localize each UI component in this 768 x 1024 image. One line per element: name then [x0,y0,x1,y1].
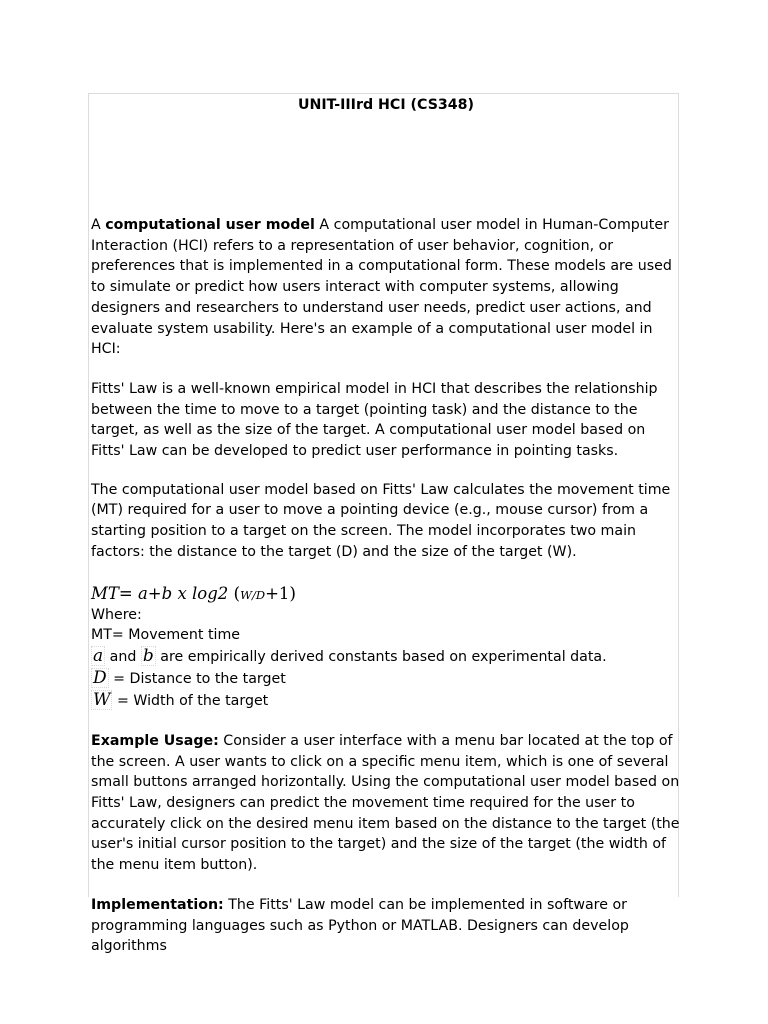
paragraph-model-description: The computational user model based on Fitts' Law calculates the movement time (MT) required for a user to move a pointing device (e.g., mouse cursor) from a starting position to a target on the screen. The model incorporates two main factors: the distance to the target (D) and the size of the target (W). [91,481,671,560]
def-ab-text: are empirically derived constants based on experimental data. [155,648,607,665]
paragraph-implementation [91,895,681,957]
implementation-label: Implementation: [91,896,224,913]
document-title: UNIT-IIIrd HCI (CS348) [297,97,475,113]
intro-rest: A computational user model in Human-Computer Interaction (HCI) refers to a representation of user behavior, cognition, or preferences that is implemented in a computational form. These models are used to simulate or predict how users interact with computer systems, allowing designers and researchers to understand user needs, predict user actions, and evaluate system usability. Here's an example of a computational user model in HCI: [91,217,672,358]
intro-bold-term: computational user model [105,217,315,233]
paragraph-fitts-law: Fitts' Law is a well-known empirical model in HCI that describes the relationship between the time to move to a target (pointing task) and the distance to the target, as well as the size of the target. A computational user model based on Fitts' Law can be developed to predict user performance in pointing tasks. [91,380,658,460]
implementation-text: The Fitts' Law model can be implemented in software or programming languages such as Python or MATLAB. Designers can develop algorithms [91,896,629,955]
intro-lead: A [91,217,106,233]
fitts-formula [91,583,681,605]
formula-lhs: MT= a+b x log2 [91,583,234,603]
example-text: Consider a user interface with a menu bar located at the top of the screen. A user wants to click on a specific menu item, which is one of several small buttons arranged horizontally. Using the computational user model based on Fitts' Law, designers can predict the movement time required for the user to accurately click on the desired menu item based on the distance to the target (the user's initial cursor position to the target) and the size of the target (the width of the menu item button). [91,732,680,874]
var-d: D [93,667,107,688]
def-w [91,690,681,712]
def-w-text: = Width of the target [112,692,269,709]
def-a-b [91,646,681,668]
var-b: b [142,645,154,666]
var-a: a [93,645,104,666]
formula-plus-one: +1 [265,583,290,603]
formula-open-paren: ( [233,583,241,604]
var-w: W [93,689,111,710]
formula-close-paren: ) [289,583,297,604]
def-and: and [105,648,141,665]
def-d [91,668,681,690]
where-label: Where: [91,606,142,623]
paragraph-intro [91,215,681,360]
paragraph-example-usage [91,731,681,876]
def-mt: MT= Movement time [91,627,241,644]
formula-fraction: W/D [240,587,266,602]
example-label: Example Usage: [91,732,219,749]
document-page [88,93,680,955]
def-d-text: = Distance to the target [108,670,286,687]
document-content [91,94,681,957]
